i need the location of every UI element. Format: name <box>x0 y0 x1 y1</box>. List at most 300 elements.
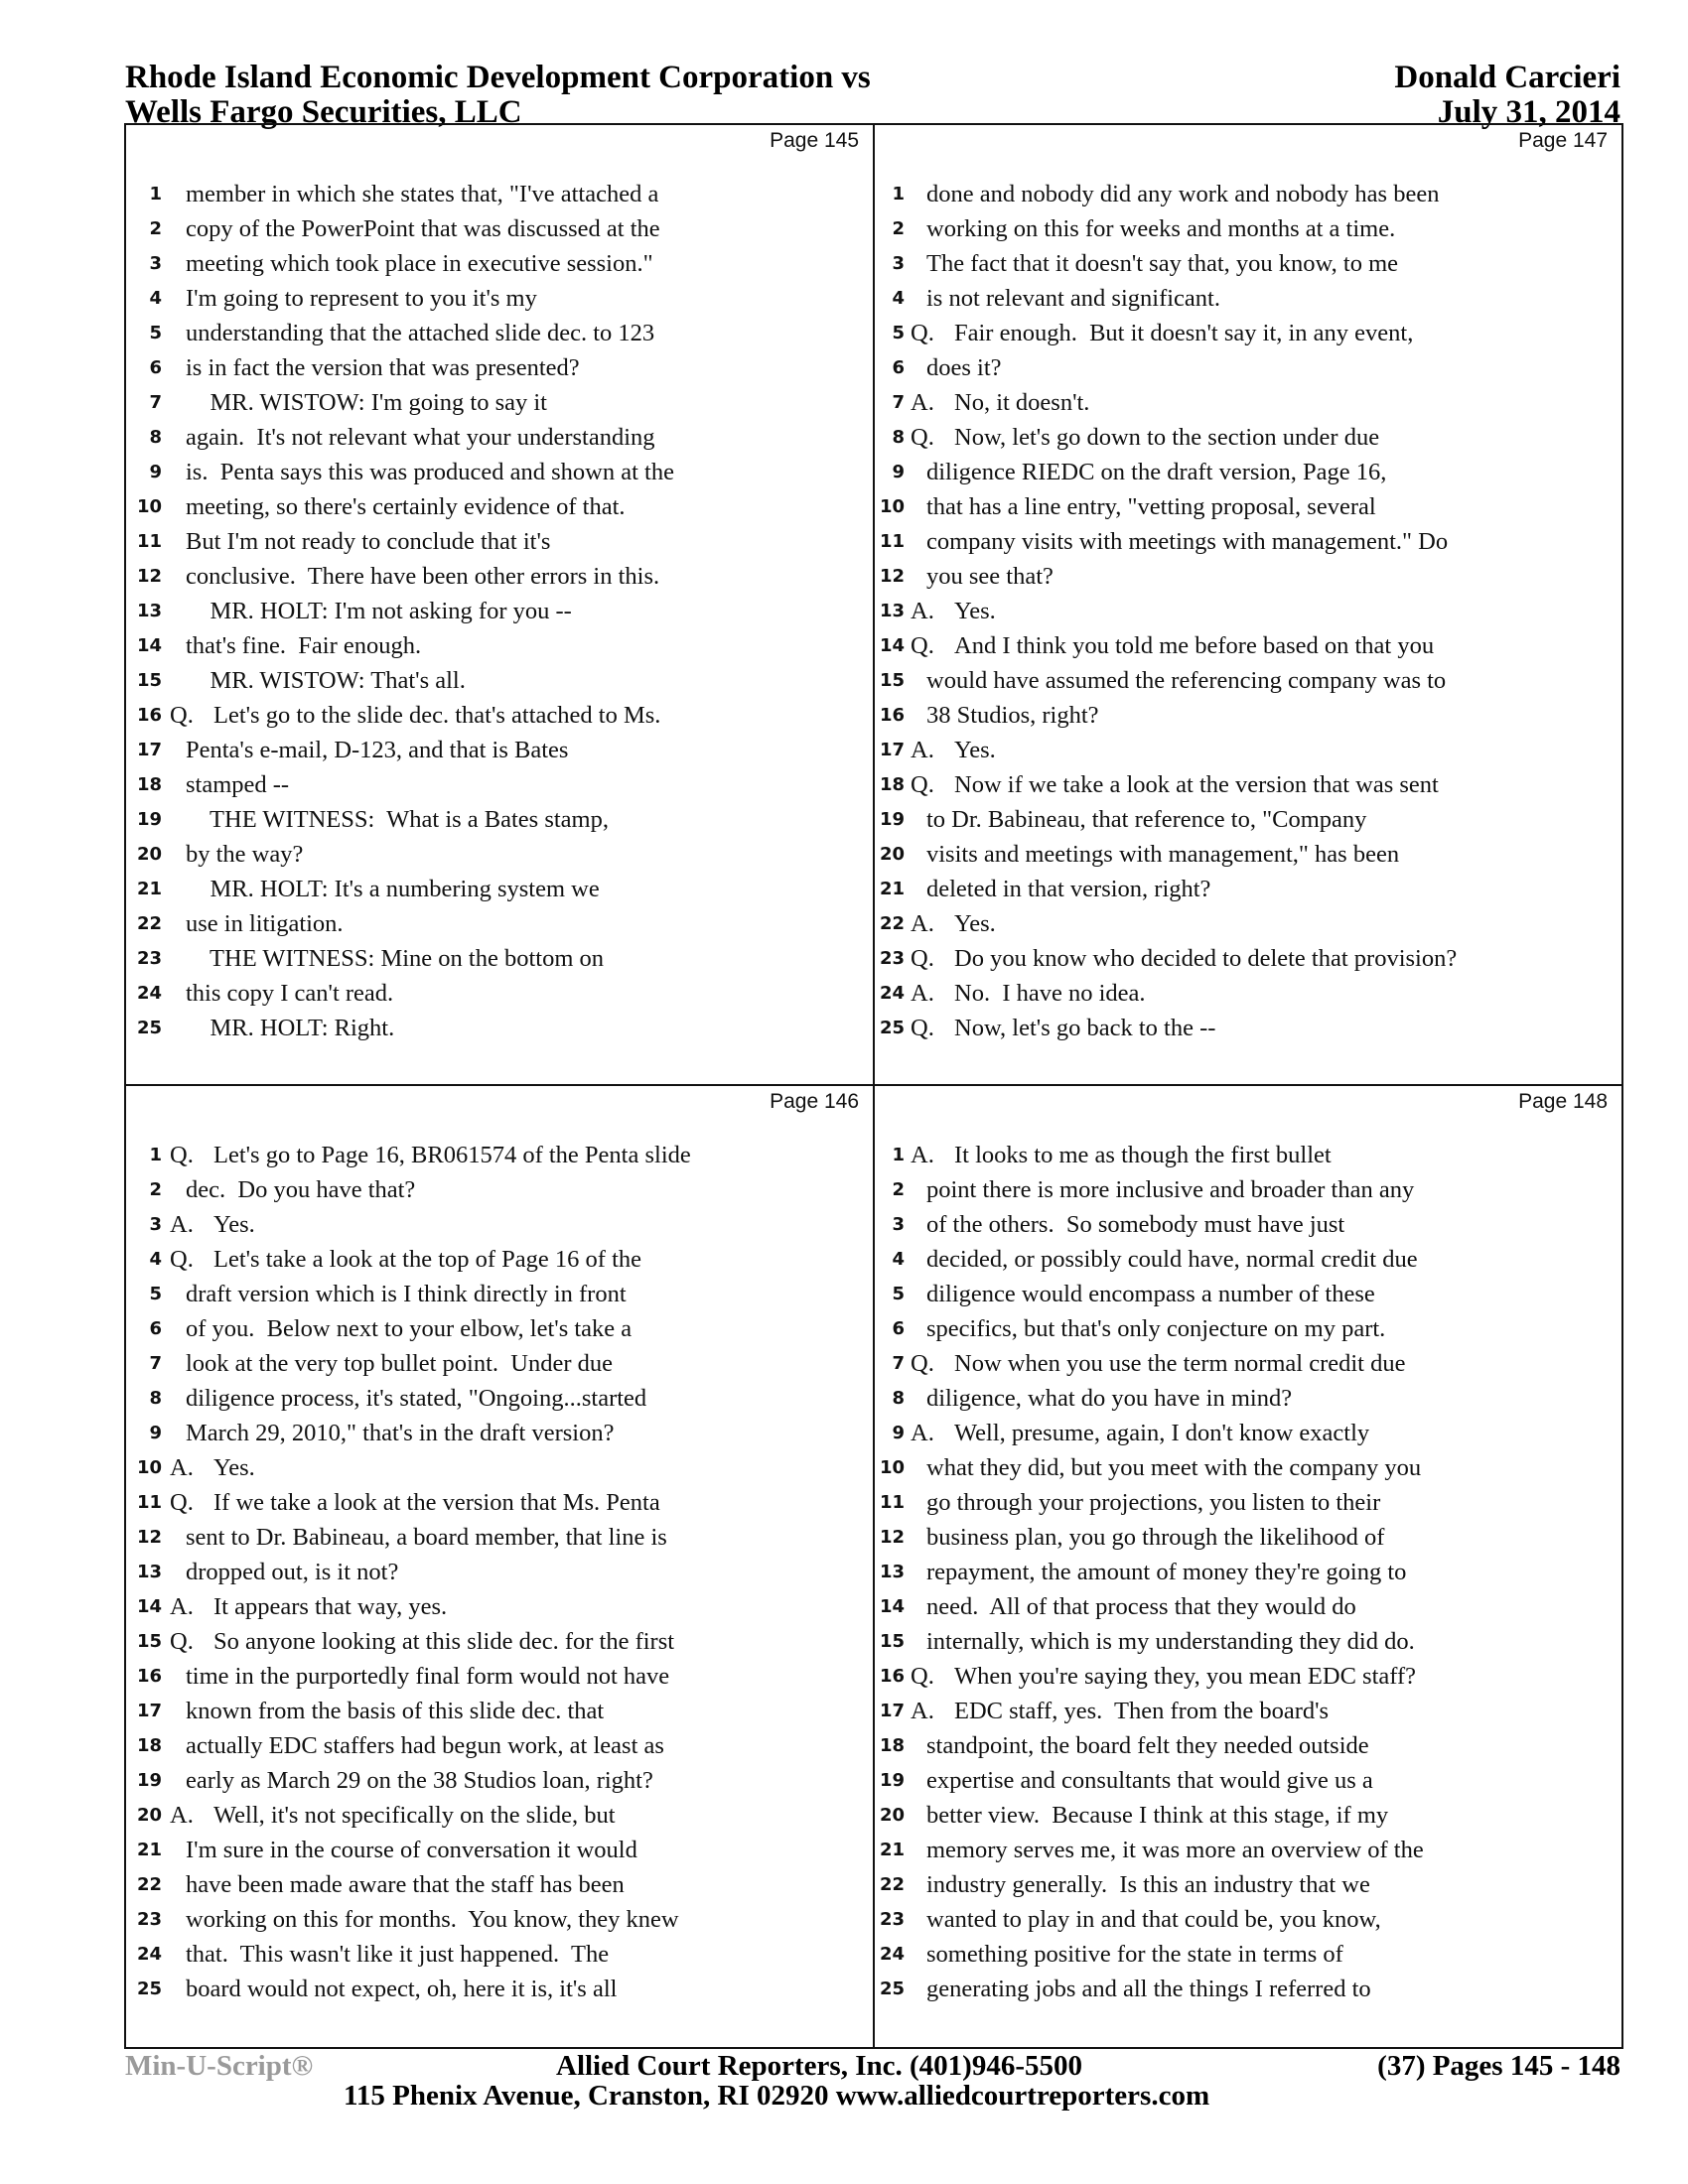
line-text: business plan, you go through the likelihood of <box>926 1524 1385 1551</box>
line-text: wanted to play in and that could be, you know, <box>926 1906 1381 1933</box>
line-number: 7 <box>149 1353 162 1374</box>
line-number: 25 <box>879 1979 905 1999</box>
line-text: that's fine. Fair enough. <box>186 632 422 659</box>
line-number: 4 <box>149 288 162 309</box>
transcript-line <box>126 1589 873 1624</box>
line-text: Now, let's go down to the section under due <box>954 424 1380 451</box>
line-text: THE WITNESS: What is a Bates stamp, <box>186 806 609 833</box>
line-text: working on this for weeks and months at a time. <box>926 215 1396 242</box>
line-number: 18 <box>879 1735 905 1756</box>
transcript-line <box>875 628 1621 663</box>
transcript-line <box>875 350 1621 385</box>
line-number: 16 <box>136 705 162 726</box>
line-text: Yes. <box>954 737 996 763</box>
transcript-line <box>126 628 873 663</box>
line-number: 20 <box>879 844 905 865</box>
transcript-line <box>875 1207 1621 1242</box>
speaker-prefix: Q. <box>911 632 934 659</box>
speaker-prefix: A. <box>170 1593 194 1620</box>
line-text: MR. HOLT: Right. <box>186 1015 395 1041</box>
transcript-lines <box>126 1138 873 2006</box>
line-text: repayment, the amount of money they're going to <box>926 1559 1407 1585</box>
transcript-line <box>126 524 873 559</box>
line-text: I'm going to represent to you it's my <box>186 285 537 312</box>
transcript-line <box>126 767 873 802</box>
line-number: 21 <box>136 1840 162 1860</box>
line-text: MR. HOLT: It's a numbering system we <box>186 876 600 902</box>
line-number: 18 <box>879 774 905 795</box>
line-number: 10 <box>136 496 162 517</box>
line-text: Yes. <box>213 1211 255 1238</box>
line-text: dropped out, is it not? <box>186 1559 399 1585</box>
line-text: THE WITNESS: Mine on the bottom on <box>186 945 605 972</box>
line-text: industry generally. Is this an industry that we <box>926 1871 1370 1898</box>
transcript-line <box>126 1207 873 1242</box>
line-text: diligence process, it's stated, "Ongoing...started <box>186 1385 647 1412</box>
speaker-prefix: Q. <box>170 1489 194 1516</box>
line-number: 20 <box>136 1805 162 1826</box>
page-number-label: Page 145 <box>770 129 859 152</box>
line-number: 7 <box>892 392 905 413</box>
transcript-line <box>126 1624 873 1659</box>
speaker-prefix: Q. <box>170 1142 194 1168</box>
line-number: 22 <box>879 913 905 934</box>
transcript-line <box>126 976 873 1011</box>
transcript-line <box>875 837 1621 872</box>
line-text: Yes. <box>954 598 996 624</box>
line-number: 6 <box>892 357 905 378</box>
line-text: When you're saying they, you mean EDC staff? <box>954 1663 1417 1690</box>
line-number: 2 <box>149 218 162 239</box>
line-number: 3 <box>149 253 162 274</box>
transcript-line <box>875 594 1621 628</box>
transcript-line <box>875 733 1621 767</box>
transcript-line <box>875 1763 1621 1798</box>
transcript-line <box>126 455 873 489</box>
line-text: draft version which is I think directly in front <box>186 1281 627 1307</box>
transcript-line <box>875 1659 1621 1694</box>
line-text: member in which she states that, "I've attached a <box>186 181 659 207</box>
line-number: 17 <box>136 1701 162 1721</box>
line-number: 16 <box>136 1666 162 1687</box>
line-number: 15 <box>879 670 905 691</box>
line-number: 5 <box>892 323 905 343</box>
line-number: 23 <box>136 948 162 969</box>
transcript-line <box>126 1172 873 1207</box>
line-text: sent to Dr. Babineau, a board member, that line is <box>186 1524 667 1551</box>
transcript-line <box>126 1277 873 1311</box>
speaker-prefix: A. <box>911 737 934 763</box>
transcript-line <box>875 1242 1621 1277</box>
speaker-prefix: Q. <box>911 771 934 798</box>
transcript-line <box>126 489 873 524</box>
line-text: this copy I can't read. <box>186 980 394 1007</box>
transcript-lines <box>126 177 873 1045</box>
transcript-line <box>875 1520 1621 1555</box>
transcript-line <box>875 1589 1621 1624</box>
line-text: meeting which took place in executive session." <box>186 250 653 277</box>
transcript-line <box>126 872 873 906</box>
line-number: 1 <box>892 184 905 205</box>
line-number: 18 <box>136 1735 162 1756</box>
transcript-line <box>126 1659 873 1694</box>
transcript-line <box>126 663 873 698</box>
line-number: 24 <box>879 983 905 1004</box>
line-number: 11 <box>879 531 905 552</box>
line-text: conclusive. There have been other errors in this. <box>186 563 660 590</box>
line-text: board would not expect, oh, here it is, it's all <box>186 1976 618 2002</box>
line-text: diligence would encompass a number of these <box>926 1281 1375 1307</box>
line-number: 22 <box>136 913 162 934</box>
speaker-prefix: A. <box>911 910 934 937</box>
line-number: 18 <box>136 774 162 795</box>
line-text: I'm sure in the course of conversation it would <box>186 1837 637 1863</box>
line-text: Now if we take a look at the version that was sent <box>954 771 1439 798</box>
speaker-prefix: A. <box>170 1454 194 1481</box>
line-text: visits and meetings with management," has been <box>926 841 1400 868</box>
line-number: 15 <box>136 1631 162 1652</box>
transcript-line <box>875 246 1621 281</box>
min-u-script-brand: Min-U-Script® <box>125 2050 314 2082</box>
line-text: If we take a look at the version that Ms. Penta <box>213 1489 660 1516</box>
line-number: 5 <box>149 323 162 343</box>
transcript-line <box>875 1833 1621 1867</box>
line-text: memory serves me, it was more an overview of the <box>926 1837 1424 1863</box>
line-text: decided, or possibly could have, normal credit due <box>926 1246 1418 1273</box>
page-number-label: Page 146 <box>770 1090 859 1113</box>
line-number: 4 <box>892 288 905 309</box>
transcript-line <box>875 976 1621 1011</box>
transcript-line <box>875 1172 1621 1207</box>
line-number: 22 <box>136 1874 162 1895</box>
line-text: No. I have no idea. <box>954 980 1146 1007</box>
line-number: 3 <box>149 1214 162 1235</box>
line-number: 3 <box>892 1214 905 1235</box>
transcript-line <box>875 1311 1621 1346</box>
transcript-line <box>126 420 873 455</box>
line-text: early as March 29 on the 38 Studios loan, right? <box>186 1767 653 1794</box>
line-text: look at the very top bullet point. Under due <box>186 1350 614 1377</box>
line-number: 14 <box>879 635 905 656</box>
line-text: is not relevant and significant. <box>926 285 1220 312</box>
transcript-line <box>875 906 1621 941</box>
line-number: 3 <box>892 253 905 274</box>
transcript-line <box>875 1555 1621 1589</box>
transcript-line <box>126 1011 873 1045</box>
line-text: specifics, but that's only conjecture on my part. <box>926 1315 1386 1342</box>
line-text: that. This wasn't like it just happened. The <box>186 1941 610 1968</box>
line-number: 9 <box>892 1423 905 1443</box>
speaker-prefix: A. <box>170 1211 194 1238</box>
transcript-line <box>875 1138 1621 1172</box>
transcript-line <box>875 524 1621 559</box>
deposition-date: July 31, 2014 <box>1437 94 1620 130</box>
speaker-prefix: Q. <box>911 945 934 972</box>
transcript-line <box>126 837 873 872</box>
transcript-line <box>126 1311 873 1346</box>
line-number: 7 <box>149 392 162 413</box>
line-text: MR. HOLT: I'm not asking for you -- <box>186 598 572 624</box>
speaker-prefix: A. <box>911 1142 934 1168</box>
line-number: 21 <box>879 879 905 899</box>
line-text: something positive for the state in terms of <box>926 1941 1343 1968</box>
line-number: 2 <box>149 1179 162 1200</box>
line-text: Well, presume, again, I don't know exactly <box>954 1420 1370 1446</box>
line-number: 2 <box>892 1179 905 1200</box>
line-number: 24 <box>879 1944 905 1965</box>
line-number: 16 <box>879 705 905 726</box>
line-text: does it? <box>926 354 1002 381</box>
line-number: 11 <box>879 1492 905 1513</box>
transcript-page-147 <box>875 125 1621 1084</box>
transcript-line <box>126 1450 873 1485</box>
transcript-line <box>126 1937 873 1972</box>
line-number: 8 <box>149 427 162 448</box>
line-number: 15 <box>879 1631 905 1652</box>
line-text: Well, it's not specifically on the slide, but <box>213 1802 616 1829</box>
page-number-label: Page 148 <box>1518 1090 1608 1113</box>
speaker-prefix: Q. <box>170 1628 194 1655</box>
transcript-line <box>875 1485 1621 1520</box>
transcript-line <box>875 1694 1621 1728</box>
transcript-line <box>875 385 1621 420</box>
transcript-line <box>875 1937 1621 1972</box>
transcript-line <box>126 1346 873 1381</box>
line-text: meeting, so there's certainly evidence of that. <box>186 493 626 520</box>
line-text: MR. WISTOW: That's all. <box>186 667 466 694</box>
line-text: use in litigation. <box>186 910 344 937</box>
line-number: 19 <box>136 1770 162 1791</box>
speaker-prefix: Q. <box>911 320 934 346</box>
line-number: 13 <box>879 601 905 621</box>
transcript-line <box>126 1381 873 1416</box>
transcript-line <box>126 1242 873 1277</box>
line-number: 9 <box>149 1423 162 1443</box>
line-number: 25 <box>879 1018 905 1038</box>
transcript-line <box>126 1867 873 1902</box>
line-text: stamped -- <box>186 771 290 798</box>
transcript-page-145 <box>126 125 873 1084</box>
speaker-prefix: A. <box>911 389 934 416</box>
line-text: Let's go to Page 16, BR061574 of the Penta slide <box>213 1142 691 1168</box>
line-number: 12 <box>879 1527 905 1548</box>
transcript-line <box>875 177 1621 211</box>
line-text: need. All of that process that they would do <box>926 1593 1356 1620</box>
line-text: It looks to me as though the first bullet <box>954 1142 1332 1168</box>
line-number: 1 <box>149 1145 162 1165</box>
line-text: Yes. <box>213 1454 255 1481</box>
transcript-line <box>126 802 873 837</box>
line-number: 8 <box>892 427 905 448</box>
line-number: 10 <box>879 496 905 517</box>
line-number: 1 <box>892 1145 905 1165</box>
transcript-line <box>875 1277 1621 1311</box>
transcript-line <box>875 211 1621 246</box>
line-number: 19 <box>879 1770 905 1791</box>
line-number: 14 <box>136 635 162 656</box>
line-number: 19 <box>136 809 162 830</box>
line-number: 24 <box>136 983 162 1004</box>
line-number: 12 <box>879 566 905 587</box>
transcript-line <box>126 594 873 628</box>
line-number: 8 <box>149 1388 162 1409</box>
line-number: 6 <box>149 357 162 378</box>
transcript-line <box>875 489 1621 524</box>
line-text: 38 Studios, right? <box>926 702 1099 729</box>
speaker-prefix: Q. <box>170 702 194 729</box>
speaker-prefix: A. <box>911 1698 934 1724</box>
transcript-line <box>126 698 873 733</box>
transcript-line <box>875 1346 1621 1381</box>
line-text: Penta's e-mail, D-123, and that is Bates <box>186 737 569 763</box>
line-number: 23 <box>879 1909 905 1930</box>
line-text: copy of the PowerPoint that was discussed at the <box>186 215 660 242</box>
line-text: dec. Do you have that? <box>186 1176 416 1203</box>
transcript-line <box>126 1694 873 1728</box>
line-text: of the others. So somebody must have just <box>926 1211 1345 1238</box>
line-number: 11 <box>136 531 162 552</box>
line-text: EDC staff, yes. Then from the board's <box>954 1698 1330 1724</box>
speaker-prefix: Q. <box>911 424 934 451</box>
line-number: 17 <box>136 740 162 760</box>
witness-name: Donald Carcieri <box>1394 60 1620 95</box>
line-text: standpoint, the board felt they needed outside <box>926 1732 1369 1759</box>
line-text: known from the basis of this slide dec. that <box>186 1698 605 1724</box>
speaker-prefix: Q. <box>911 1350 934 1377</box>
line-text: deleted in that version, right? <box>926 876 1211 902</box>
line-number: 5 <box>892 1284 905 1304</box>
transcript-line <box>126 559 873 594</box>
transcript-line <box>875 698 1621 733</box>
transcript-line <box>875 767 1621 802</box>
line-number: 9 <box>892 462 905 482</box>
line-text: No, it doesn't. <box>954 389 1090 416</box>
line-number: 25 <box>136 1979 162 1999</box>
transcript-lines <box>875 177 1621 1045</box>
line-text: to Dr. Babineau, that reference to, "Company <box>926 806 1367 833</box>
line-number: 13 <box>136 601 162 621</box>
line-text: company visits with meetings with management." Do <box>926 528 1449 555</box>
transcript-line <box>875 1416 1621 1450</box>
line-text: again. It's not relevant what your understanding <box>186 424 655 451</box>
transcript-line <box>126 1485 873 1520</box>
line-text: is in fact the version that was presented? <box>186 354 580 381</box>
line-text: MR. WISTOW: I'm going to say it <box>186 389 547 416</box>
line-number: 2 <box>892 218 905 239</box>
reporter-company: Allied Court Reporters, Inc. (401)946-5500 <box>556 2050 1082 2082</box>
transcript-line <box>126 281 873 316</box>
transcript-line <box>126 733 873 767</box>
line-text: diligence, what do you have in mind? <box>926 1385 1293 1412</box>
line-number: 4 <box>892 1249 905 1270</box>
line-number: 21 <box>136 879 162 899</box>
line-number: 6 <box>149 1318 162 1339</box>
transcript-line <box>126 350 873 385</box>
line-text: would have assumed the referencing company was to <box>926 667 1447 694</box>
line-text: time in the purportedly final form would not have <box>186 1663 670 1690</box>
line-number: 4 <box>149 1249 162 1270</box>
transcript-line <box>875 316 1621 350</box>
speaker-prefix: Q. <box>911 1663 934 1690</box>
line-number: 14 <box>879 1596 905 1617</box>
transcript-line <box>875 1450 1621 1485</box>
line-number: 20 <box>136 844 162 865</box>
speaker-prefix: A. <box>911 598 934 624</box>
line-text: expertise and consultants that would give us a <box>926 1767 1373 1794</box>
line-text: internally, which is my understanding they did do. <box>926 1628 1415 1655</box>
line-text: point there is more inclusive and broader than any <box>926 1176 1415 1203</box>
transcript-line <box>875 420 1621 455</box>
line-text: you see that? <box>926 563 1054 590</box>
transcript-page-146 <box>126 1086 873 2045</box>
transcript-line <box>126 1902 873 1937</box>
line-number: 1 <box>149 184 162 205</box>
line-number: 10 <box>879 1457 905 1478</box>
transcript-line <box>126 1728 873 1763</box>
transcript-line <box>875 455 1621 489</box>
transcript-line <box>875 872 1621 906</box>
line-number: 8 <box>892 1388 905 1409</box>
transcript-line <box>875 559 1621 594</box>
line-text: of you. Below next to your elbow, let's take a <box>186 1315 633 1342</box>
transcript-line <box>126 1520 873 1555</box>
line-number: 12 <box>136 1527 162 1548</box>
line-text: have been made aware that the staff has been <box>186 1871 625 1898</box>
line-number: 11 <box>136 1492 162 1513</box>
transcript-line <box>875 1972 1621 2006</box>
speaker-prefix: Q. <box>911 1015 934 1041</box>
line-text: better view. Because I think at this stage, if my <box>926 1802 1389 1829</box>
line-number: 14 <box>136 1596 162 1617</box>
case-title-line-1: Rhode Island Economic Development Corporation vs <box>125 60 871 95</box>
line-text: done and nobody did any work and nobody has been <box>926 181 1440 207</box>
line-number: 15 <box>136 670 162 691</box>
line-number: 21 <box>879 1840 905 1860</box>
transcript-line <box>875 1798 1621 1833</box>
line-number: 5 <box>149 1284 162 1304</box>
line-text: Now when you use the term normal credit due <box>954 1350 1406 1377</box>
line-number: 9 <box>149 462 162 482</box>
transcript-line <box>126 385 873 420</box>
transcript-line <box>126 941 873 976</box>
line-number: 10 <box>136 1457 162 1478</box>
transcript-line <box>875 941 1621 976</box>
line-number: 17 <box>879 1701 905 1721</box>
transcript-line <box>126 1555 873 1589</box>
line-number: 13 <box>136 1562 162 1582</box>
line-text: generating jobs and all the things I referred to <box>926 1976 1371 2002</box>
transcript-line <box>126 1416 873 1450</box>
line-number: 23 <box>136 1909 162 1930</box>
transcript-line <box>126 316 873 350</box>
speaker-prefix: A. <box>911 1420 934 1446</box>
transcript-line <box>126 1798 873 1833</box>
line-text: actually EDC staffers had begun work, at least as <box>186 1732 664 1759</box>
line-text: diligence RIEDC on the draft version, Page 16, <box>926 459 1387 485</box>
line-text: that has a line entry, "vetting proposal, several <box>926 493 1376 520</box>
page-range: (37) Pages 145 - 148 <box>1377 2050 1620 2082</box>
line-text: Fair enough. But it doesn't say it, in any event, <box>954 320 1414 346</box>
line-text: Let's take a look at the top of Page 16 of the <box>213 1246 641 1273</box>
transcript-line <box>126 177 873 211</box>
line-text: March 29, 2010," that's in the draft version? <box>186 1420 615 1446</box>
line-text: Now, let's go back to the -- <box>954 1015 1216 1041</box>
transcript-line <box>875 1624 1621 1659</box>
reporter-address: 115 Phenix Avenue, Cranston, RI 02920 www.alliedcourtreporters.com <box>344 2080 1210 2112</box>
transcript-line <box>126 1972 873 2006</box>
line-text: The fact that it doesn't say that, you know, to me <box>926 250 1399 277</box>
transcript-lines <box>875 1138 1621 2006</box>
